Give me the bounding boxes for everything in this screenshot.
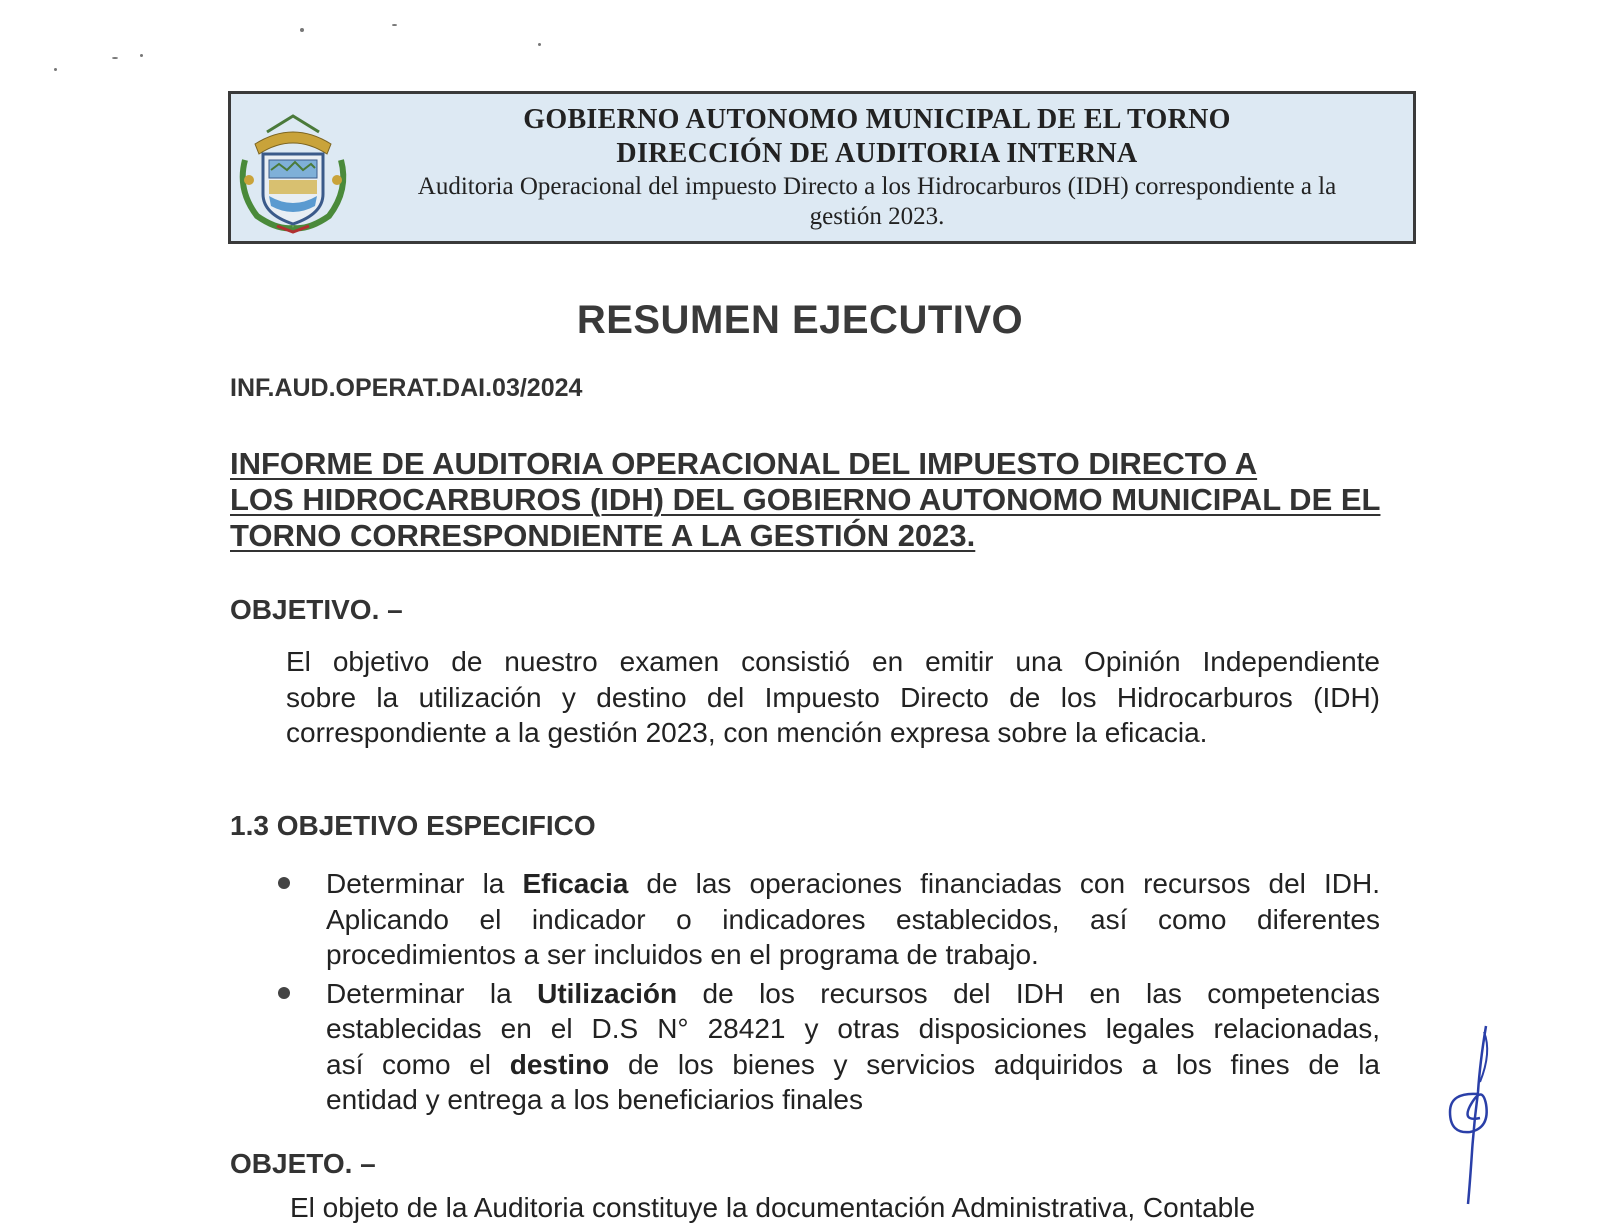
bullet-icon <box>278 987 290 999</box>
scan-speck <box>54 68 57 71</box>
scan-speck <box>300 28 304 32</box>
text-run: de las operaciones financiadas con recursos del IDH. <box>628 868 1380 899</box>
objetivo-especifico-list <box>326 866 1380 1118</box>
text-run: así como el <box>326 1048 510 1080</box>
list-item-line: entidad y entrega a los beneficiarios finales <box>326 1084 864 1115</box>
objetivo-line-2: sobre la utilización y destino del Impuesto Directo de los Hidrocarburos (IDH) <box>286 681 1380 713</box>
text-run: Determinar la <box>326 868 523 899</box>
objetivo-paragraph <box>286 644 1380 751</box>
list-item-line <box>326 866 1380 902</box>
report-title-line-3: TORNO CORRESPONDIENTE A LA GESTIÓN 2023. <box>230 518 976 553</box>
bullet-icon <box>278 877 290 889</box>
emphasis-utilizacion: Utilización <box>537 977 678 1009</box>
objetivo-heading: OBJETIVO. – <box>230 594 403 625</box>
text-run: de los bienes y servicios adquiridos a los fines de la <box>609 1048 1380 1080</box>
list-item-line <box>326 976 1380 1012</box>
objeto-cutoff-line <box>290 1192 1380 1223</box>
text-run: Determinar la <box>326 977 538 1009</box>
emphasis-destino: destino <box>509 1048 610 1080</box>
header-subtitle-line-2: gestión 2023. <box>809 203 945 230</box>
list-item-line: Aplicando el indicador o indicadores establecidos, así como diferentes <box>326 903 1380 935</box>
list-item-line <box>326 1047 1380 1083</box>
text-run: de los recursos del IDH en las competencias <box>677 977 1380 1009</box>
list-item <box>326 866 1380 973</box>
header-box <box>228 91 1416 244</box>
list-item-line: procedimientos a ser incluidos en el programa de trabajo. <box>326 939 1039 970</box>
objetivo-line-1: El objetivo de nuestro examen consistió en emitir una Opinión Independiente <box>286 646 1380 677</box>
objetivo-especifico-heading: 1.3 OBJETIVO ESPECIFICO <box>230 810 596 841</box>
objeto-heading: OBJETO. – <box>230 1148 376 1179</box>
scan-speck <box>392 24 397 26</box>
header-title: GOBIERNO AUTONOMO MUNICIPAL DE EL TORNO <box>523 104 1231 135</box>
handwritten-signature-icon <box>1440 1022 1510 1207</box>
list-item-line: establecidas en el D.S N° 28421 y otras disposiciones legales relacionadas, <box>326 1013 1380 1044</box>
scan-speck <box>538 43 541 46</box>
list-item <box>326 976 1380 1118</box>
municipal-crest-icon <box>237 110 349 234</box>
scan-speck <box>112 57 118 59</box>
report-title-line-1: INFORME DE AUDITORIA OPERACIONAL DEL IMPUESTO DIRECTO A <box>230 446 1258 481</box>
report-title <box>230 446 1380 554</box>
report-title-line-2: LOS HIDROCARBUROS (IDH) DEL GOBIERNO AUTONOMO MUNICIPAL DE EL <box>230 482 1381 517</box>
objeto-text: El objeto de la Auditoria constituye la documentación Administrativa, Contable <box>290 1192 1256 1223</box>
emphasis-eficacia: Eficacia <box>522 868 629 899</box>
objetivo-line-3: correspondiente a la gestión 2023, con mención expresa sobre la eficacia. <box>286 717 1208 748</box>
scan-speck <box>140 54 143 57</box>
header-subtitle-line-1: Auditoria Operacional del impuesto Directo a los Hidrocarburos (IDH) correspondiente a la <box>417 173 1337 200</box>
header-department: DIRECCIÓN DE AUDITORIA INTERNA <box>616 138 1138 169</box>
page-title: RESUMEN EJECUTIVO <box>576 298 1024 342</box>
report-reference: INF.AUD.OPERAT.DAI.03/2024 <box>230 374 583 402</box>
